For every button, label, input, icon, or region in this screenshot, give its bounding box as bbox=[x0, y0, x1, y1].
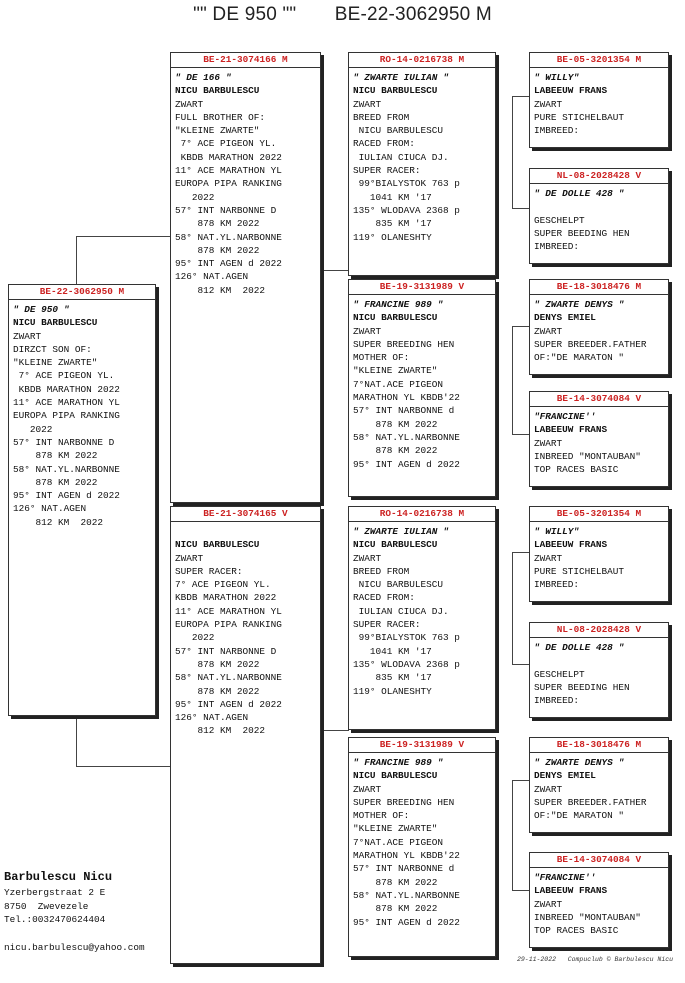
pedigree-line: OF:"DE MARATON " bbox=[534, 810, 625, 822]
ring-number: BE-19-3131989 V bbox=[349, 280, 495, 295]
pedigree-line: "KLEINE ZWARTE" bbox=[353, 365, 438, 377]
pedigree-line: TOP RACES BASIC bbox=[534, 925, 619, 937]
pedigree-card-dam-dam bbox=[348, 737, 496, 957]
pedigree-line: SUPER BREEDER.FATHER bbox=[534, 338, 647, 350]
pigeon-name: " DE 950 " bbox=[13, 304, 70, 315]
pedigree-card-gen4-2 bbox=[529, 168, 669, 264]
pigeon-name: " ZWARTE DENYS " bbox=[534, 299, 625, 310]
pedigree-line: IULIAN CIUCA DJ. bbox=[353, 151, 449, 163]
pedigree-line: 119° OLANESHTY bbox=[353, 231, 432, 243]
pedigree-line: 878 KM 2022 bbox=[353, 418, 438, 430]
ring-number: RO-14-0216738 M bbox=[349, 53, 495, 68]
page-title: "" DE 950 "" BE-22-3062950 M bbox=[193, 4, 492, 25]
pedigree-line: 11° ACE MARATHON YL bbox=[175, 605, 282, 617]
pedigree-line: ZWART bbox=[353, 98, 382, 110]
pedigree-line: 878 KM 2022 bbox=[175, 244, 260, 256]
pigeon-name: "FRANCINE'' bbox=[534, 872, 596, 883]
pedigree-line: FULL BROTHER OF: bbox=[175, 111, 266, 123]
pigeon-owner: LABEEUW FRANS bbox=[534, 85, 608, 97]
pigeon-owner: LABEEUW FRANS bbox=[534, 424, 608, 436]
pedigree-line: 57° INT NARBONNE D bbox=[175, 204, 277, 216]
pedigree-line: 58° NAT.YL.NARBONNE bbox=[353, 889, 460, 901]
pedigree-line: 57° INT NARBONNE D bbox=[175, 645, 277, 657]
connector-line bbox=[321, 730, 349, 731]
pedigree-line: 95° INT AGEN d 2022 bbox=[175, 258, 282, 270]
pedigree-line: ZWART bbox=[353, 325, 382, 337]
pedigree-line: ZWART bbox=[534, 552, 563, 564]
pedigree-card-gen4-7 bbox=[529, 737, 669, 833]
pedigree-card-subject bbox=[8, 284, 156, 716]
ring-number: BE-21-3074165 V bbox=[171, 507, 320, 522]
footer-credit: Compuclub © Barbulescu Nicu bbox=[567, 956, 674, 963]
ring-number: BE-19-3131989 V bbox=[349, 738, 495, 753]
pedigree-line: MARATHON YL KBDB'22 bbox=[353, 850, 460, 862]
ring-number: BE-14-3074084 V bbox=[530, 853, 668, 868]
pigeon-owner: LABEEUW FRANS bbox=[534, 539, 608, 551]
pedigree-line: 1041 KM '17 bbox=[353, 191, 432, 203]
connector-line bbox=[76, 236, 170, 237]
pedigree-line: EUROPA PIPA RANKING bbox=[175, 619, 282, 631]
pedigree-line: SUPER BREEDING HEN bbox=[353, 338, 455, 350]
connector-line bbox=[512, 664, 530, 665]
pedigree-line: ZWART bbox=[534, 783, 563, 795]
pedigree-line: ZWART bbox=[534, 898, 563, 910]
pedigree-line: 58° NAT.YL.NARBONNE bbox=[353, 431, 460, 443]
ring-number: NL-08-2028428 V bbox=[530, 169, 668, 184]
pedigree-line: 126° NAT.AGEN bbox=[175, 271, 249, 283]
ring-number: BE-18-3018476 M bbox=[530, 738, 668, 753]
pedigree-line: SUPER RACER: bbox=[353, 619, 421, 631]
pedigree-card-gen4-1 bbox=[529, 52, 669, 148]
pigeon-owner: NICU BARBULESCU bbox=[175, 539, 260, 551]
breeder-name: Barbulescu Nicu bbox=[4, 870, 113, 884]
pigeon-name: " DE DOLLE 428 " bbox=[534, 188, 625, 199]
pedigree-line: 878 KM 2022 bbox=[353, 445, 438, 457]
pedigree-line bbox=[534, 654, 664, 667]
pedigree-line: 11° ACE MARATHON YL bbox=[175, 165, 282, 177]
pigeon-owner: DENYS EMIEL bbox=[534, 312, 596, 324]
pedigree-line: RACED FROM: bbox=[353, 592, 415, 604]
breeder-info bbox=[4, 868, 112, 927]
pedigree-line: 7° ACE PIGEON YL. bbox=[175, 138, 277, 150]
pigeon-name: " FRANCINE 989 " bbox=[353, 299, 444, 310]
connector-line bbox=[321, 520, 322, 740]
pedigree-line: ZWART bbox=[175, 98, 204, 110]
connector-line bbox=[512, 96, 513, 208]
pedigree-line: 119° OLANESHTY bbox=[353, 685, 432, 697]
pedigree-line: 7°NAT.ACE PIGEON bbox=[353, 378, 444, 390]
pedigree-line: RACED FROM: bbox=[353, 138, 415, 150]
connector-line bbox=[512, 326, 513, 434]
pedigree-line: MARATHON YL KBDB'22 bbox=[353, 392, 460, 404]
pedigree-line: IMBREED: bbox=[534, 695, 580, 707]
pedigree-line: 7°NAT.ACE PIGEON bbox=[353, 836, 444, 848]
pedigree-line: IMBREED: bbox=[534, 241, 580, 253]
pedigree-line: 99°BIALYSTOK 763 p bbox=[353, 178, 460, 190]
pedigree-line: SUPER BREEDER.FATHER bbox=[534, 796, 647, 808]
pigeon-owner: NICU BARBULESCU bbox=[353, 312, 438, 324]
footer-date: 29-11-2022 bbox=[517, 956, 557, 963]
pedigree-card-gen4-6 bbox=[529, 622, 669, 718]
pedigree-line: GESCHELPT bbox=[534, 214, 585, 226]
connector-line bbox=[512, 434, 530, 435]
breeder-city: 8750 Zwevezele bbox=[4, 900, 89, 912]
pedigree-line: 58° NAT.YL.NARBONNE bbox=[175, 231, 282, 243]
pedigree-line: BREED FROM bbox=[353, 565, 410, 577]
pedigree-line: 878 KM 2022 bbox=[13, 450, 98, 462]
pigeon-name: "FRANCINE'' bbox=[534, 411, 596, 422]
breeder-phone: Tel.:0032470624404 bbox=[4, 914, 106, 925]
pedigree-line: 57° INT NARBONNE D bbox=[13, 436, 115, 448]
pedigree-line: OF:"DE MARATON " bbox=[534, 352, 625, 364]
ring-number: BE-14-3074084 V bbox=[530, 392, 668, 407]
pedigree-line: NICU BARBULESCU bbox=[353, 125, 444, 137]
pedigree-line: ZWART bbox=[353, 783, 382, 795]
pedigree-line: MOTHER OF: bbox=[353, 352, 410, 364]
pedigree-line: 878 KM 2022 bbox=[13, 476, 98, 488]
pedigree-line: 878 KM 2022 bbox=[175, 218, 260, 230]
ring-number: BE-05-3201354 M bbox=[530, 53, 668, 68]
pigeon-name: " DE 166 " bbox=[175, 72, 232, 83]
pedigree-line: 57° INT NARBONNE d bbox=[353, 405, 455, 417]
pedigree-line: IMBREED: bbox=[534, 579, 580, 591]
pigeon-owner: LABEEUW FRANS bbox=[534, 885, 608, 897]
breeder-email[interactable]: nicu.barbulescu@yahoo.com bbox=[4, 942, 145, 953]
ring-number: NL-08-2028428 V bbox=[530, 623, 668, 638]
pigeon-owner: NICU BARBULESCU bbox=[175, 85, 260, 97]
pedigree-line: MOTHER OF: bbox=[353, 810, 410, 822]
connector-line bbox=[512, 326, 530, 327]
pedigree-line: 7° ACE PIGEON YL. bbox=[13, 370, 115, 382]
pedigree-line: 835 KM '17 bbox=[353, 218, 432, 230]
pedigree-line: SUPER BEEDING HEN bbox=[534, 227, 630, 239]
pedigree-card-sire-sire bbox=[348, 52, 496, 276]
pedigree-card-gen4-3 bbox=[529, 279, 669, 375]
pedigree-line: ZWART bbox=[175, 552, 204, 564]
pedigree-line: ZWART bbox=[353, 552, 382, 564]
connector-line bbox=[76, 236, 77, 286]
pedigree-line: PURE STICHELBAUT bbox=[534, 111, 625, 123]
pedigree-line: EUROPA PIPA RANKING bbox=[13, 410, 120, 422]
pedigree-line: 126° NAT.AGEN bbox=[13, 503, 87, 515]
pedigree-line: 95° INT AGEN d 2022 bbox=[353, 916, 460, 928]
pedigree-card-dam bbox=[170, 506, 321, 964]
pigeon-owner: NICU BARBULESCU bbox=[353, 539, 438, 551]
pedigree-line: 11° ACE MARATHON YL bbox=[13, 397, 120, 409]
pedigree-line: INBREED "MONTAUBAN" bbox=[534, 911, 641, 923]
pedigree-line: 878 KM 2022 bbox=[175, 658, 260, 670]
ring-number: BE-22-3062950 M bbox=[9, 285, 155, 300]
pedigree-line: KBDB MARATHON 2022 bbox=[175, 592, 277, 604]
pedigree-line: SUPER RACER: bbox=[353, 165, 421, 177]
pedigree-line: 57° INT NARBONNE d bbox=[353, 863, 455, 875]
pigeon-owner: DENYS EMIEL bbox=[534, 770, 596, 782]
pedigree-line: 2022 bbox=[175, 191, 215, 203]
connector-line bbox=[321, 270, 349, 271]
pedigree-card-gen4-8 bbox=[529, 852, 669, 948]
pigeon-name: " ZWARTE IULIAN " bbox=[353, 72, 449, 83]
connector-line bbox=[76, 766, 170, 767]
pedigree-line: 878 KM 2022 bbox=[353, 876, 438, 888]
pedigree-line: "KLEINE ZWARTE" bbox=[175, 125, 260, 137]
connector-line bbox=[512, 780, 513, 890]
connector-line bbox=[76, 716, 77, 766]
pedigree-line: SUPER BEEDING HEN bbox=[534, 681, 630, 693]
pedigree-line bbox=[175, 525, 316, 538]
ring-number: BE-21-3074166 M bbox=[171, 53, 320, 68]
connector-line bbox=[321, 58, 322, 282]
connector-line bbox=[512, 552, 530, 553]
pigeon-name: " ZWARTE DENYS " bbox=[534, 757, 625, 768]
pedigree-line: 1041 KM '17 bbox=[353, 645, 432, 657]
pedigree-card-gen4-5 bbox=[529, 506, 669, 602]
pigeon-name: " DE DOLLE 428 " bbox=[534, 642, 625, 653]
pigeon-name: " ZWARTE IULIAN " bbox=[353, 526, 449, 537]
ring-number: BE-05-3201354 M bbox=[530, 507, 668, 522]
pedigree-line: "KLEINE ZWARTE" bbox=[353, 823, 438, 835]
ring-number: RO-14-0216738 M bbox=[349, 507, 495, 522]
ring-number: BE-18-3018476 M bbox=[530, 280, 668, 295]
pedigree-line bbox=[534, 200, 664, 213]
footer bbox=[517, 956, 673, 963]
pigeon-owner: NICU BARBULESCU bbox=[13, 317, 98, 329]
pedigree-line: DIRZCT SON OF: bbox=[13, 343, 92, 355]
pedigree-line: GESCHELPT bbox=[534, 668, 585, 680]
pedigree-card-sire-dam bbox=[348, 279, 496, 497]
pedigree-line: 95° INT AGEN d 2022 bbox=[175, 698, 282, 710]
pedigree-card-gen4-4 bbox=[529, 391, 669, 487]
pedigree-line: 812 KM 2022 bbox=[175, 284, 266, 296]
pedigree-line: ZWART bbox=[534, 437, 563, 449]
pedigree-line: INBREED "MONTAUBAN" bbox=[534, 450, 641, 462]
connector-line bbox=[512, 208, 530, 209]
pedigree-line: "KLEINE ZWARTE" bbox=[13, 357, 98, 369]
pedigree-line: EUROPA PIPA RANKING bbox=[175, 178, 282, 190]
pedigree-line: IULIAN CIUCA DJ. bbox=[353, 605, 449, 617]
connector-line bbox=[512, 890, 530, 891]
pigeon-owner: NICU BARBULESCU bbox=[353, 85, 438, 97]
pedigree-line: KBDB MARATHON 2022 bbox=[13, 383, 120, 395]
pedigree-line: 7° ACE PIGEON YL. bbox=[175, 579, 271, 591]
pedigree-line: SUPER RACER: bbox=[175, 565, 243, 577]
pedigree-line: 95° INT AGEN d 2022 bbox=[13, 490, 120, 502]
pedigree-line: 2022 bbox=[13, 423, 53, 435]
pedigree-line: 835 KM '17 bbox=[353, 672, 432, 684]
pedigree-line: BREED FROM bbox=[353, 111, 410, 123]
pigeon-owner: NICU BARBULESCU bbox=[353, 770, 438, 782]
connector-line bbox=[512, 780, 530, 781]
pedigree-line: TOP RACES BASIC bbox=[534, 464, 619, 476]
pedigree-line: 135° WLODAVA 2368 p bbox=[353, 658, 460, 670]
pedigree-line: IMBREED: bbox=[534, 125, 580, 137]
pedigree-line: ZWART bbox=[534, 98, 563, 110]
pedigree-line: SUPER BREEDING HEN bbox=[353, 796, 455, 808]
pedigree-line: ZWART bbox=[534, 325, 563, 337]
pedigree-line: 95° INT AGEN d 2022 bbox=[353, 458, 460, 470]
pedigree-line: 58° NAT.YL.NARBONNE bbox=[13, 463, 120, 475]
pedigree-line: 99°BIALYSTOK 763 p bbox=[353, 632, 460, 644]
breeder-street: Yzerbergstraat 2 E bbox=[4, 887, 106, 898]
pedigree-line: ZWART bbox=[13, 330, 42, 342]
pigeon-name: " WILLY" bbox=[534, 72, 580, 83]
pedigree-card-sire bbox=[170, 52, 321, 503]
pedigree-line: 812 KM 2022 bbox=[175, 725, 266, 737]
pigeon-name: " WILLY" bbox=[534, 526, 580, 537]
pigeon-name: " FRANCINE 989 " bbox=[353, 757, 444, 768]
pedigree-line: 812 KM 2022 bbox=[13, 516, 104, 528]
pedigree-line: 126° NAT.AGEN bbox=[175, 712, 249, 724]
pedigree-line: 58° NAT.YL.NARBONNE bbox=[175, 672, 282, 684]
connector-line bbox=[512, 96, 530, 97]
pedigree-line: KBDB MARATHON 2022 bbox=[175, 151, 282, 163]
pedigree-line: PURE STICHELBAUT bbox=[534, 565, 625, 577]
pedigree-line: NICU BARBULESCU bbox=[353, 579, 444, 591]
pedigree-line: 878 KM 2022 bbox=[353, 903, 438, 915]
connector-line bbox=[512, 552, 513, 664]
pedigree-line: 135° WLODAVA 2368 p bbox=[353, 204, 460, 216]
pedigree-card-dam-sire bbox=[348, 506, 496, 730]
pedigree-line: 878 KM 2022 bbox=[175, 685, 260, 697]
pedigree-line: 2022 bbox=[175, 632, 215, 644]
